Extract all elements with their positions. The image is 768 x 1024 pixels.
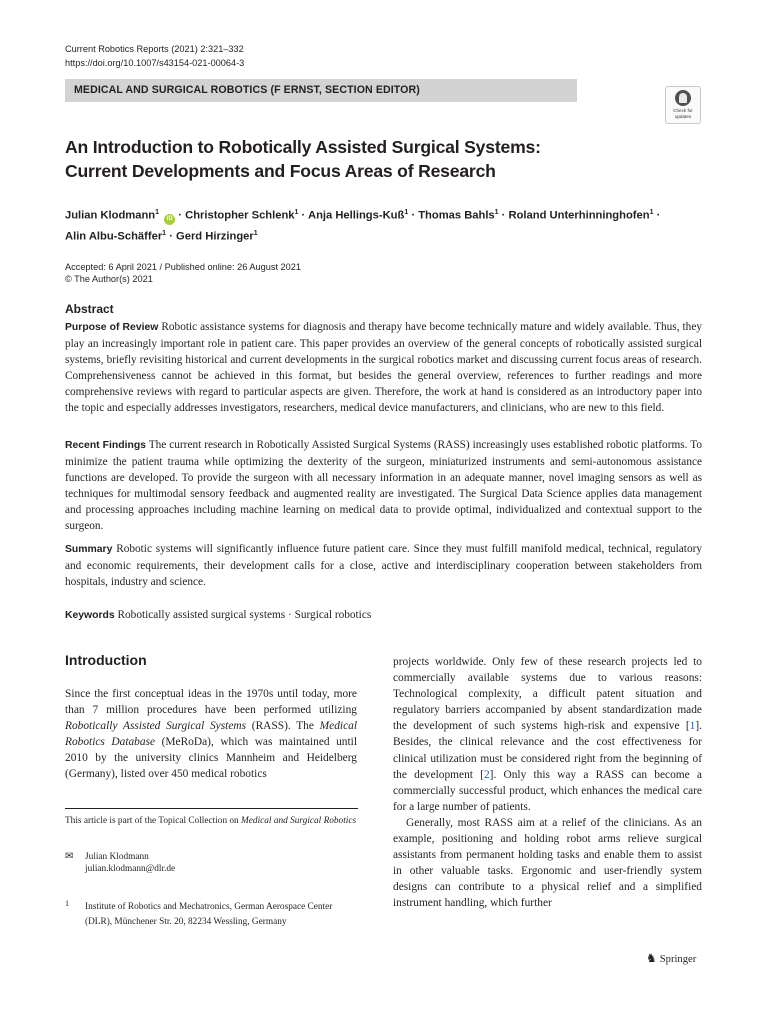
journal-citation: Current Robotics Reports (2021) 2:321–332 — [65, 44, 244, 54]
author-affiliation-marker: 1 — [404, 209, 409, 216]
introduction-heading: Introduction — [65, 652, 147, 668]
crossmark-icon — [675, 90, 691, 106]
summary-text: Robotic systems will significantly influence future patient care. Since they must fulfill manifold medical, technical, regulatory and economic requirements, their development calls for a close, active and interdisciplinary cooperation between stakeholders from hospitals, industry and science. — [65, 543, 702, 589]
author-name[interactable]: Gerd Hirzinger — [176, 230, 254, 243]
recent-findings-label: Recent Findings — [65, 440, 146, 451]
article-title — [65, 135, 665, 183]
author-name[interactable]: Thomas Bahls — [418, 209, 495, 222]
author-affiliation-marker: 1 — [494, 209, 499, 216]
abstract-purpose-paragraph — [65, 319, 702, 417]
body-text-italic: Robotically Assisted Surgical Systems — [65, 720, 247, 733]
intro-paragraph — [393, 654, 702, 815]
intro-right-column — [393, 654, 702, 912]
author-name[interactable]: Christopher Schlenk — [185, 209, 295, 222]
recent-findings-text: The current research in Robotically Assisted Surgical Systems (RASS) increasingly uses established robotic platforms. To minimize the patient trauma while optimizing the dexterity of the surgeon, miniaturized instruments and semi-autonomous assistance functions are developed. To provide the surgeon with all necessary information in an adequate manner, novel imaging sensors as well as techniques for multimodal sensory feedback and augmented reality are investigated. The Surgical Data Science applies data management and processing approaches including machine learning on medical data to provide optimal, individualized and contextual support to the surgeon. — [65, 439, 702, 533]
publication-dates — [65, 261, 301, 285]
doi-link[interactable]: https://doi.org/10.1007/s43154-021-00064-3 — [65, 58, 245, 68]
title-line-2: Current Developments and Focus Areas of Research — [65, 161, 496, 181]
keywords — [65, 607, 702, 624]
footnote-text: This article is part of the Topical Collection on — [65, 816, 242, 826]
body-text: ]. Only this way a RASS can become a commercially successful product, which enhances the medical care for a large number of patients. — [393, 768, 702, 813]
author-affiliation-marker: 1 — [253, 229, 258, 237]
abstract-summary-paragraph — [65, 541, 702, 590]
footnote-text-italic: Medical and Surgical Robotics — [241, 816, 357, 826]
affiliation-text: Institute of Robotics and Mechatronics, German Aerospace Center (DLR), Münchener Str. 20, 82234 Wessling, Germany — [85, 902, 333, 927]
contact-email[interactable]: julian.klodmann@dlr.de — [85, 864, 176, 874]
crossmark-label: Check for updates — [673, 108, 693, 119]
footnote-divider — [65, 808, 358, 809]
author-affiliation-marker: 1 — [294, 209, 299, 216]
section-banner — [65, 79, 577, 102]
body-text-italic: Medical Robotics Database — [65, 720, 357, 749]
copyright-line: © The Author(s) 2021 — [65, 274, 153, 284]
author-list — [65, 204, 705, 245]
intro-paragraph: Generally, most RASS aim at a relief of the clinicians. As an example, positioning and holding robot arms relieve surgical assistants from permanent holding tasks and enable them to assist in other valuable tasks. Ergonomic and user-friendly system designs can contribute to a physical relief and a simplified instrument handling, which further — [393, 816, 702, 910]
author-name[interactable]: Roland Unterhinninghofen — [508, 209, 650, 222]
author-line-2 — [65, 225, 705, 246]
author-separator: · — [411, 209, 416, 222]
body-text: projects worldwide. Only few of these research projects led to commercially available systems due to various reasons: Technological complexity, a difficult patent situation and regulatory barriers accompanied by absent standardization made the development of such systems high-risk and expensive [ — [393, 656, 702, 733]
body-text: (RASS). The — [246, 720, 320, 733]
abstract-recent-findings-paragraph — [65, 437, 702, 535]
topical-collection-note — [65, 815, 357, 827]
affiliation-number: 1 — [65, 899, 69, 908]
author-name[interactable]: Julian Klodmann — [65, 209, 156, 222]
author-separator: · — [501, 209, 506, 222]
author-separator: · — [301, 209, 306, 222]
envelope-icon: ✉ — [65, 851, 74, 862]
keywords-text: Robotically assisted surgical systems · Surgical robotics — [117, 609, 372, 621]
publisher-logo — [646, 951, 696, 966]
author-affiliation-marker: 1 — [155, 209, 160, 216]
purpose-label: Purpose of Review — [65, 322, 159, 333]
purpose-text: Robotic assistance systems for diagnosis and therapy have become technically mature and widely available. Thus, they play an increasingly important role in patient care. This paper provides an overview of the general concepts of robotically assisted surgical systems, briefly revisiting historical and current developments in the surgical robotics market and discussing current focus areas of research. Comprehensiveness cannot be achieved in this format, but besides the general overview, references to further readings and more comprehensive reviews with regard to particular aspects are given. Therefore, the work at hand is considered as an introductory paper into the topic and especially addresses investigators, researchers, medical device manufacturers, and clinicians, who are new to this field. — [65, 321, 702, 415]
author-name[interactable]: Anja Hellings-Kuß — [307, 209, 405, 222]
springer-horse-icon: ♞ — [646, 951, 657, 965]
orcid-icon[interactable]: iD — [164, 214, 175, 225]
section-banner-text: MEDICAL AND SURGICAL ROBOTICS (F ERNST, SECTION EDITOR) — [74, 84, 420, 96]
accepted-published-date: Accepted: 6 April 2021 / Published online: 26 August 2021 — [65, 262, 301, 272]
author-separator: · — [178, 209, 182, 222]
author-name[interactable]: Alin Albu-Schäffer — [65, 230, 163, 243]
author-affiliation-marker: 1 — [162, 229, 167, 237]
publisher-name: Springer — [659, 954, 697, 965]
intro-left-column — [65, 686, 357, 783]
author-separator: · — [169, 230, 173, 243]
abstract-heading: Abstract — [65, 302, 114, 316]
author-affiliation-marker: 1 — [649, 209, 654, 216]
contact-name: Julian Klodmann — [85, 852, 149, 862]
journal-meta — [65, 42, 244, 70]
body-text: Since the first conceptual ideas in the 1970s until today, more than 7 million procedures have been performed utilizing — [65, 688, 357, 717]
body-text: (MeRoDa), which was maintained until 2010 by the university clinics Mannheim and Heidelberg (Germany), listed over 450 medical robotics — [65, 736, 357, 781]
body-text: ]. Besides, the clinical relevance and the cost effectiveness for clinical utilization must be considered right from the beginning of the development [ — [393, 720, 702, 781]
title-line-1: An Introduction to Robotically Assisted Surgical Systems: — [65, 137, 541, 157]
check-for-updates-badge[interactable] — [665, 86, 701, 124]
summary-label: Summary — [65, 544, 113, 555]
reference-link[interactable]: 2 — [483, 768, 490, 781]
author-line-1 — [65, 204, 705, 225]
keywords-label: Keywords — [65, 610, 115, 621]
author-separator: · — [656, 209, 661, 222]
reference-link[interactable]: 1 — [689, 720, 696, 733]
